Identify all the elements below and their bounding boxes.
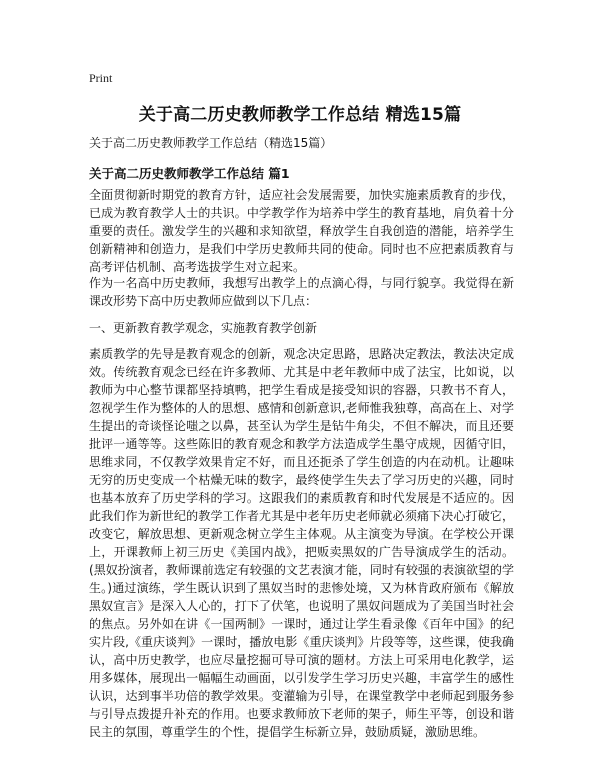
document-subtitle: 关于高二历史教师教学工作总结（精选15篇） xyxy=(89,136,333,150)
page-title: 关于高二历史教师教学工作总结 精选15篇 xyxy=(138,105,462,125)
paragraph-author-note: 作为一名高中历史教师，我想写出教学上的点滴心得，与同行貌享。我觉得在新课改形势下高中历史教师应做到以下几点： xyxy=(89,276,514,308)
paragraph-body: 素质教学的先导是教育观念的创新，观念决定思路，思路决定教法，教法决定成效。传统教育观念已经在许多教师、尤其是中老年教师中成了法宝，比如说，以教师为中心整节课都坚持填鸭，把学生看成是接受知识的容器，只教书不育人，忽视学生作为整体的人的思想、感情和创新意识,老师惟我独尊，高高在上、对学生提出的奇谈怪论嗤之以鼻，甚至认为学生是钻牛角尖，不但不解决，而且还要批评一通等等。这些陈旧的教育观念和教学方法造成学生墨守成规，因循守旧，思维求同，不仅教学效果肯定不好，而且还扼杀了学生创造的内在动机。让趣味无穷的历史变成一个枯燥无味的数字，最终使学生失去了学习历史的兴趣，同时也基本放弃了历史学科的学习。这跟我们的素质教育和时代发展是不适应的。因此我们作为新世纪的教学工作者尤其是中老年历史老师就必须痛下决心打破它，改变它，解放思想、更新观念树立学生主体观。从主演变为导演。在学校公开课上，开课教师上初三历史《美国内战》，把贩卖黑奴的广告导演成学生的活动。(黑奴扮演者，教师课前选定有较强的文艺表演才能，同时有较强的表演欲望的学生。)通过演练，学生既认识到了黑奴当时的悲惨处境，又为林肯政府颁布《解放黑奴宣言》是深入人心的，打下了伏笔，也说明了黑奴问题成为了美国当时社会的焦点。另外如在讲《一国两制》一课时，通过让学生看录像《百年中国》的纪实片段,《重庆谈判》一课时，播放电影《重庆谈判》片段等等，这些课，使我确认，高中历史教学，也应尽量挖掘可导可演的题材。方法上可采用电化教学，运用多媒体，展现出一幅幅生动画面，以引发学生学习历史兴趣，丰富学生的感性认识，达到事半功倍的教学效果。变灌输为引导，在课堂教学中老师起到服务参与引导点拨提升补充的作用。也要求教师放下老师的架子，师生平等，创设和谐民主的氛围，尊重学生的个性，提倡学生标新立异，鼓励质疑，激励思维。 xyxy=(89,347,514,739)
print-link[interactable]: Print xyxy=(89,71,113,85)
paragraph-intro: 全面贯彻新时期党的教育方针，适应社会发展需要，加快实施素质教育的步伐，已成为教育教学人士的共识。中学教学作为培养中学生的教育基地，肩负着十分重要的责任。激发学生的兴趣和求知欲望，释放学生自我创造的潜能，培养学生创新精神和创造力，是我们中学历史教师共同的使命。同时也不应把素质教育与高考评估机制、高考选拔学生对立起来。 xyxy=(89,188,514,274)
section-title: 关于高二历史教师教学工作总结 篇1 xyxy=(89,166,290,181)
paragraph-heading-one: 一、更新教育教学观念，实施教育教学创新 xyxy=(89,321,318,335)
